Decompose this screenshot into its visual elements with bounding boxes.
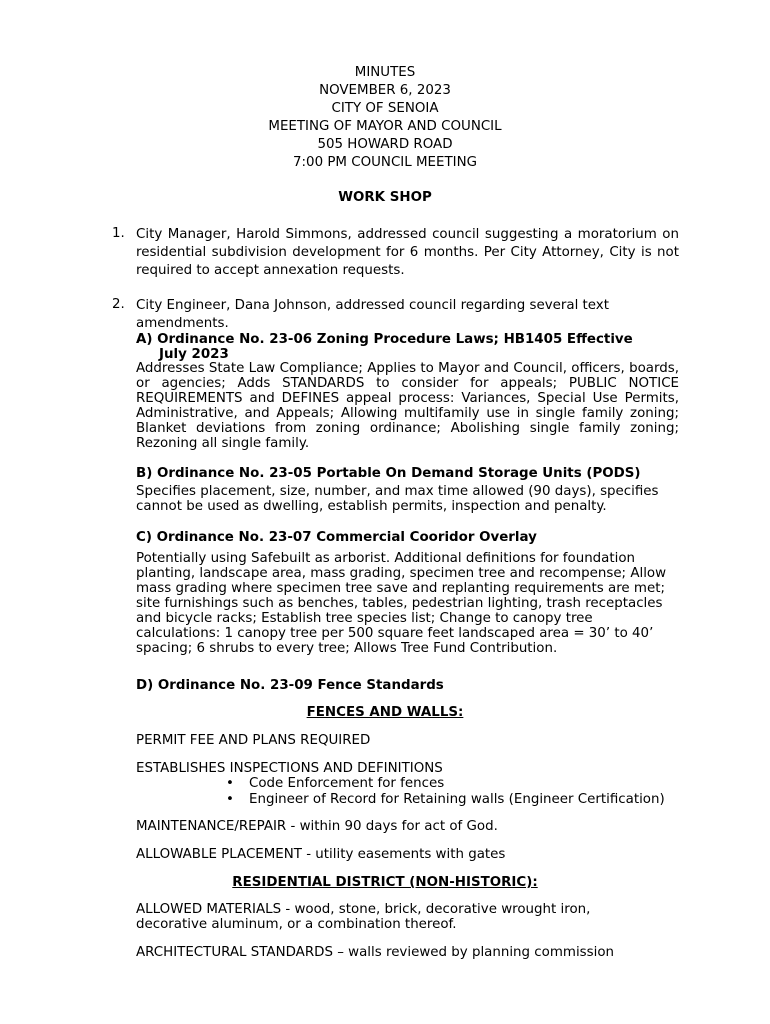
ordinance-b-title: B) Ordinance No. 23-05 Portable On Demand Storage Units (PODS): [136, 466, 641, 481]
ordinance-d-title: D) Ordinance No. 23-09 Fence Standards: [136, 678, 444, 693]
header-line-date: NOVEMBER 6, 2023: [319, 82, 451, 98]
bullet-glyph: •: [226, 792, 234, 807]
header-line-address: 505 HOWARD ROAD: [317, 136, 453, 152]
ordinance-c-body: Potentially using Safebuilt as arborist. Additional definitions for foundation planting, landscape area, mass grading, specimen tree and recompense; Allow mass grading where specimen tree save and replanting requirements are met; site furnishings such as benches, tables, pedestrian lighting, trash receptacles and bicycle racks; Establish tree species list; Change to canopy tree calculations: 1 canopy tree per 500 square feet landscaped area = 30’ to 40’ spacing; 6 shrubs to every tree; Allows Tree Fund Contribution.: [136, 551, 667, 656]
header-line-title: MINUTES: [354, 65, 416, 80]
document-header: [0, 64, 770, 171]
ordinance-a-body: Addresses State Law Compliance; Applies to Mayor and Council, officers, boards, or agencies; Adds STANDARDS to consider for appeals; PUBLIC NOTICE REQUIREMENTS and DEFINES appeal process: Variances, Special Use Permits, Administrative, and Appeals; Allowing multifamily use in single family zoning; Blanket deviations from zoning ordinance; Abolishing single family zoning; Rezoning all single family.: [136, 361, 679, 451]
residential-district-heading: RESIDENTIAL DISTRICT (NON-HISTORIC):: [232, 875, 538, 890]
bullet-item: [226, 792, 665, 807]
ordinance-b-body: Specifies placement, size, number, and max time allowed (90 days), specifies cannot be used as dwelling, establish permits, inspection and penalty.: [136, 484, 659, 514]
header-line-city: CITY OF SENOIA: [331, 100, 439, 116]
bullet-text: Code Enforcement for fences: [249, 776, 445, 791]
bullet-text: Engineer of Record for Retaining walls (Engineer Certification): [249, 792, 665, 807]
item-text: City Manager, Harold Simmons, addressed council suggesting a moratorium on residential subdivision development for 6 months. Per City Attorney, City is not required to accept annexation requests.: [136, 227, 679, 278]
allowed-materials-line: ALLOWED MATERIALS - wood, stone, brick, decorative wrought iron, decorative aluminum, or a combination thereof.: [136, 902, 591, 932]
permit-fee-line: PERMIT FEE AND PLANS REQUIRED: [136, 733, 371, 748]
placement-line: ALLOWABLE PLACEMENT - utility easements with gates: [136, 847, 506, 862]
architectural-standards-line: ARCHITECTURAL STANDARDS – walls reviewed by planning commission: [136, 945, 615, 960]
fences-walls-heading: FENCES AND WALLS:: [306, 705, 464, 720]
header-line-meeting: MEETING OF MAYOR AND COUNCIL: [268, 118, 502, 134]
item-number: 2.: [112, 297, 125, 312]
ordinance-c-title: C) Ordinance No. 23-07 Commercial Cooridor Overlay: [136, 530, 537, 545]
ordinance-a-title: A) Ordinance No. 23-06 Zoning Procedure Laws; HB1405 Effective: [136, 332, 633, 347]
item-text: City Engineer, Dana Johnson, addressed council regarding several text amendments.: [136, 298, 609, 331]
inspections-line: ESTABLISHES INSPECTIONS AND DEFINITIONS: [136, 761, 443, 776]
bullet-glyph: •: [226, 776, 234, 791]
item-number: 1.: [112, 226, 125, 241]
bullet-item: [226, 776, 444, 791]
header-line-time: 7:00 PM COUNCIL MEETING: [293, 154, 477, 170]
workshop-title: WORK SHOP: [338, 190, 432, 205]
maintenance-line: MAINTENANCE/REPAIR - within 90 days for act of God.: [136, 819, 498, 834]
ordinance-a-title-cont: July 2023: [159, 347, 229, 362]
